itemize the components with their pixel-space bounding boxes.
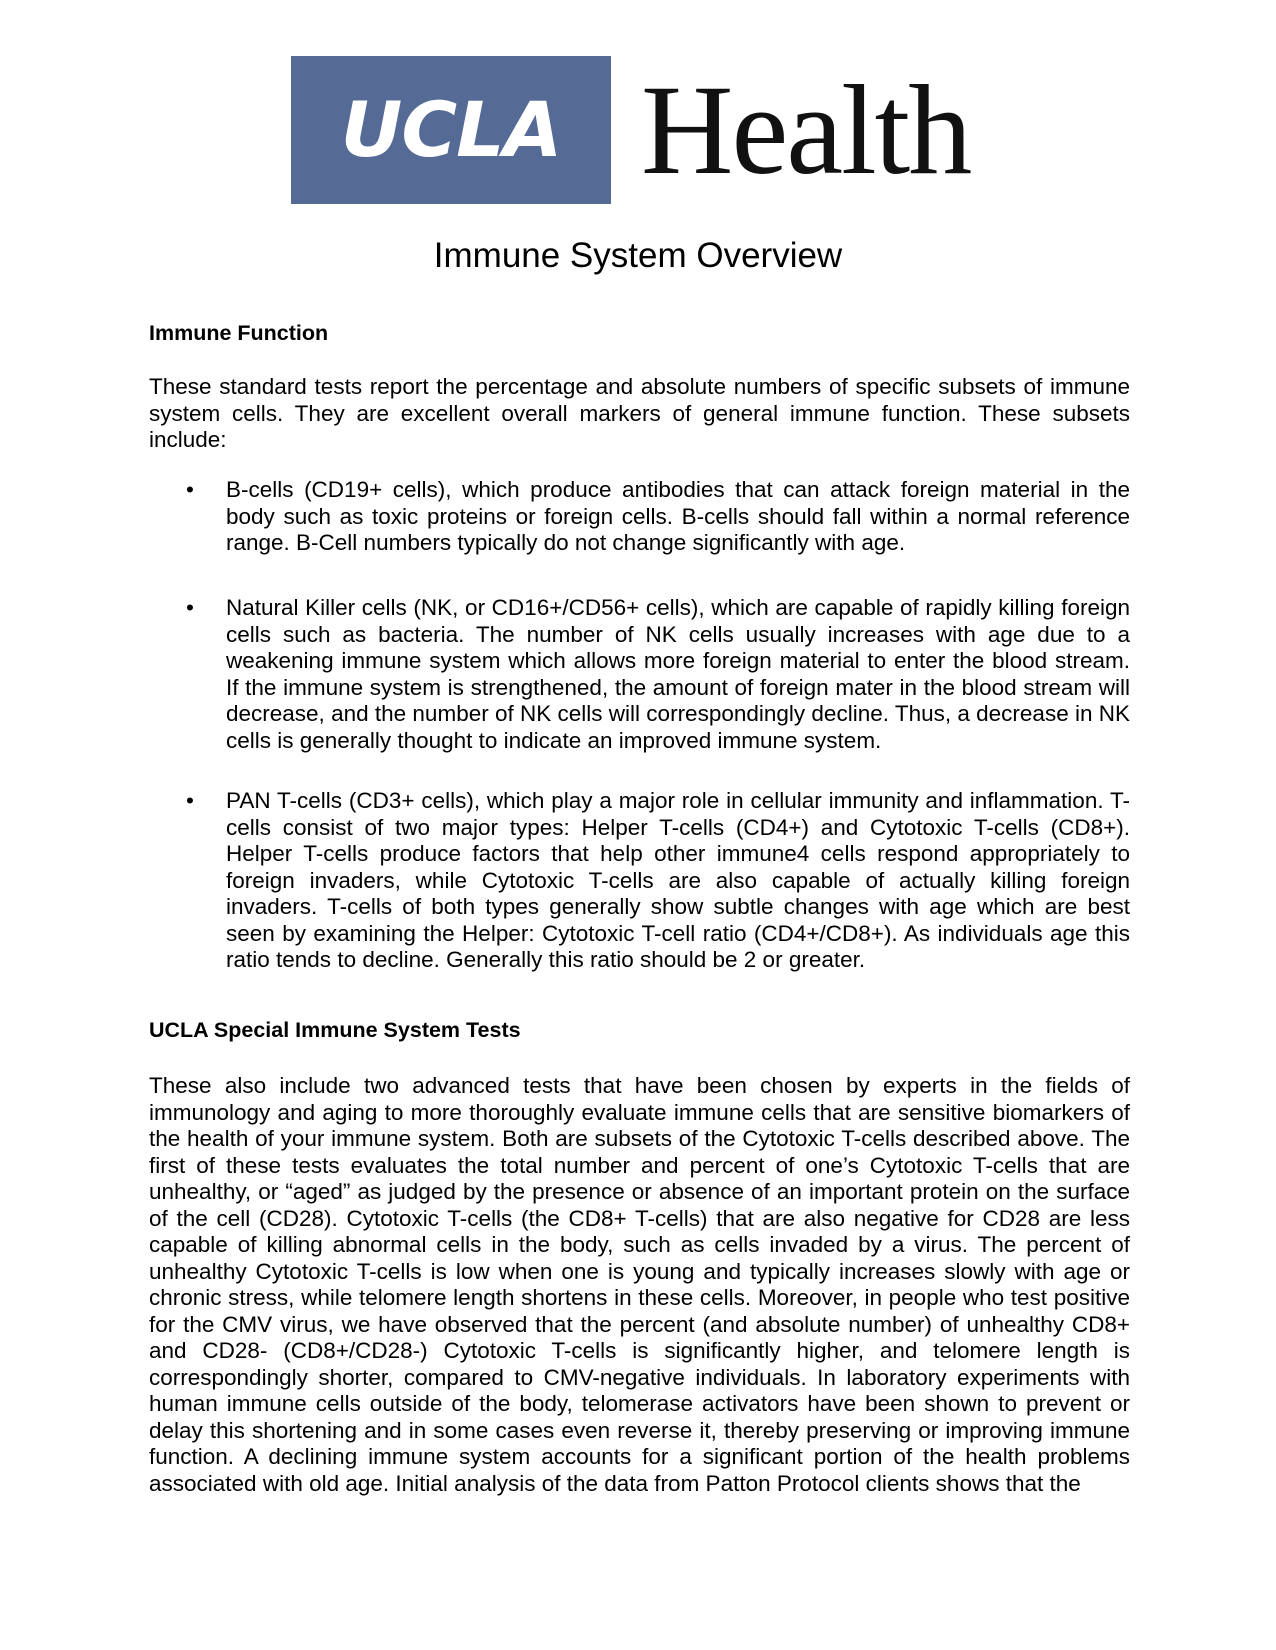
- list-item-text: PAN T-cells (CD3+ cells), which play a major role in cellular immunity and inflammation. T-cells consist of two major types: Helper T-cells (CD4+) and Cytotoxic T-cells (CD8+). Helper T-cells produce factors that help other immune4 cells respond appropriately to foreign invaders, while Cytotoxic T-cells are also capable of actually killing foreign invaders. T-cells of both types generally show subtle changes with age which are best seen by examining the Helper: Cytotoxic T-cell ratio (CD4+/CD8+). As individuals age this ratio tends to decline. Generally this ratio should be 2 or greater.: [226, 788, 1130, 972]
- logo-health-text: Health: [641, 59, 971, 201]
- ucla-special-tests-body: These also include two advanced tests that have been chosen by experts in the fields of immunology and aging to more thoroughly evaluate immune cells that are sensitive biomarkers of the health of your immune system. Both are subsets of the Cytotoxic T-cells described above. The first of these tests evaluates the total number and percent of one’s Cytotoxic T-cells that are unhealthy, or “aged” as judged by the presence or absence of an important protein on the surface of the cell (CD28). Cytotoxic T-cells (the CD8+ T-cells) that are also negative for CD28 are less capable of killing abnormal cells in the body, such as cells invaded by a virus. The percent of unhealthy Cytotoxic T-cells is low when one is young and typically increases slowly with age or chronic stress, while telomere length shortens in these cells. Moreover, in people who test positive for the CMV virus, we have observed that the percent (and absolute number) of unhealthy CD8+ and CD28- (CD8+/CD28-) Cytotoxic T-cells is significantly higher, and telomere length is correspondingly shorter, compared to CMV-negative individuals. In laboratory experiments with human immune cells outside of the body, telomerase activators have been shown to prevent or delay this shortening and in some cases even reverse it, thereby preserving or improving immune function. A declining immune system accounts for a significant portion of the health problems associated with old age. Initial analysis of the data from Patton Protocol clients shows that the: [149, 1073, 1130, 1496]
- list-item-text: B-cells (CD19+ cells), which produce antibodies that can attack foreign material in the body such as toxic proteins or foreign cells. B-cells should fall within a normal reference range. B-Cell numbers typically do not change significantly with age.: [226, 477, 1130, 555]
- bullet-icon: •: [186, 477, 194, 502]
- bullet-icon: •: [186, 788, 194, 813]
- logo-ucla-text: UCLA: [340, 85, 562, 174]
- section-heading-ucla-special-tests: UCLA Special Immune System Tests: [149, 1018, 521, 1042]
- ucla-health-logo: [291, 56, 1001, 204]
- list-item-text: Natural Killer cells (NK, or CD16+/CD56+ cells), which are capable of rapidly killing foreign cells such as bacteria. The number of NK cells usually increases with age due to a weakening immune system which allows more foreign material to enter the blood stream. If the immune system is strengthened, the amount of foreign mater in the blood stream will decrease, and the number of NK cells will correspondingly decline. Thus, a decrease in NK cells is generally thought to indicate an improved immune system.: [226, 595, 1130, 753]
- immune-function-intro: These standard tests report the percentage and absolute numbers of specific subsets of immune system cells. They are excellent overall markers of general immune function. These subsets include:: [149, 374, 1130, 452]
- bullet-icon: •: [186, 595, 194, 620]
- page-title: Immune System Overview: [433, 236, 843, 275]
- section-heading-immune-function: Immune Function: [149, 321, 329, 345]
